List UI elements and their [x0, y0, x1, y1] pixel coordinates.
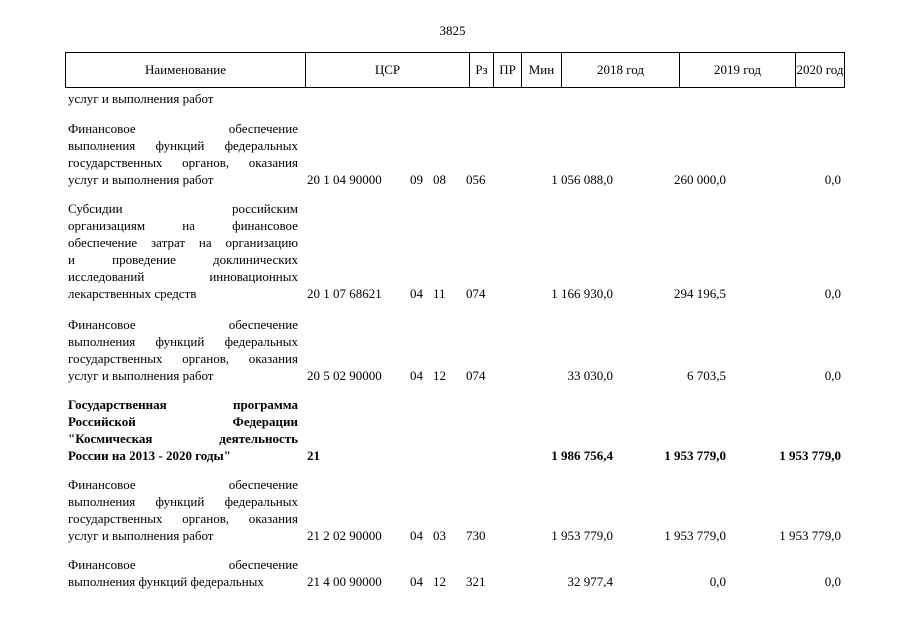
- column-header-min: Мин: [522, 53, 562, 87]
- column-header-name: Наименование: [66, 53, 306, 87]
- row-csr: 21 2 02 90000: [307, 528, 382, 543]
- row-name-line: исследований инновационных: [68, 269, 298, 284]
- row-name-line: выполнения функций федеральных: [68, 334, 298, 349]
- row-name-line: Финансовое обеспечение: [68, 317, 298, 332]
- row-pr: 08: [433, 172, 446, 187]
- row-min: 321: [466, 574, 486, 589]
- row-rz: 04: [410, 368, 423, 383]
- row-name-line: государственных органов, оказания: [68, 351, 298, 366]
- row-pr: 03: [433, 528, 446, 543]
- row-2019: 1 953 779,0: [664, 528, 726, 543]
- row-name-line: услуг и выполнения работ: [68, 528, 214, 543]
- row-name-line: и проведение доклинических: [68, 252, 298, 267]
- row-2018: 1 986 756,4: [551, 448, 613, 463]
- column-header-csr: ЦСР: [306, 53, 470, 87]
- row-name: [68, 556, 298, 590]
- row-name-line: лекарственных средств: [68, 286, 197, 301]
- row-rz: 04: [410, 574, 423, 589]
- row-2020: 0,0: [824, 286, 841, 301]
- row-2020: 0,0: [824, 368, 841, 383]
- row-name: [68, 316, 298, 384]
- row-csr: 21 4 00 90000: [307, 574, 382, 589]
- row-name-line: "Космическая деятельность: [68, 431, 298, 446]
- row-name-line: организациям на финансовое: [68, 218, 298, 233]
- row-2018: 1 953 779,0: [551, 528, 613, 543]
- row-pr: 12: [433, 574, 446, 589]
- row-rz: 04: [410, 528, 423, 543]
- table-header: [65, 52, 845, 88]
- row-name: [68, 200, 298, 302]
- row-name-line: Субсидии российским: [68, 201, 298, 216]
- row-name-line: России на 2013 - 2020 годы": [68, 448, 231, 463]
- column-header-2020: 2020 год: [796, 62, 844, 77]
- row-csr: 20 1 07 68621: [307, 286, 382, 301]
- row-2018: 32 977,4: [567, 574, 613, 589]
- row-name-line: государственных органов, оказания: [68, 155, 298, 170]
- row-name-line: выполнения функций федеральных: [68, 574, 264, 589]
- row-pr: 12: [433, 368, 446, 383]
- row-name-line: Финансовое обеспечение: [68, 121, 298, 136]
- row-csr: 20 5 02 90000: [307, 368, 382, 383]
- row-2019: 260 000,0: [674, 172, 726, 187]
- row-2020: 0,0: [824, 172, 841, 187]
- row-rz: 09: [410, 172, 423, 187]
- row-name-line: Государственная программа: [68, 397, 298, 412]
- row-csr: 20 1 04 90000: [307, 172, 382, 187]
- row-name-line: государственных органов, оказания: [68, 511, 298, 526]
- row-name: [68, 120, 298, 188]
- row-min: 056: [466, 172, 486, 187]
- row-name-line: обеспечение затрат на организацию: [68, 235, 298, 250]
- row-2020: 0,0: [824, 574, 841, 589]
- row-name-line: услуг и выполнения работ: [68, 172, 214, 187]
- row-rz: 04: [410, 286, 423, 301]
- row-2019: 1 953 779,0: [664, 448, 726, 463]
- row-pr: 11: [433, 286, 446, 301]
- row-min: 074: [466, 368, 486, 383]
- page-number: 3825: [439, 23, 466, 38]
- row-name: [68, 476, 298, 544]
- row-2018: 1 166 930,0: [551, 286, 613, 301]
- row-name-line: выполнения функций федеральных: [68, 138, 298, 153]
- column-header-rz: Рз: [470, 53, 494, 87]
- row-min: 074: [466, 286, 486, 301]
- row-2019: 0,0: [709, 574, 726, 589]
- row-name-line: Российской Федерации: [68, 414, 298, 429]
- column-header-2019: 2019 год: [680, 53, 796, 87]
- row-2018: 33 030,0: [567, 368, 613, 383]
- row-2019: 6 703,5: [687, 368, 726, 383]
- row-name-line: Финансовое обеспечение: [68, 557, 298, 572]
- row-2020: 1 953 779,0: [779, 528, 841, 543]
- row-name-line: услуг и выполнения работ: [68, 368, 214, 383]
- row-name: [68, 396, 298, 464]
- row-2018: 1 056 088,0: [551, 172, 613, 187]
- column-header-pr: ПР: [494, 53, 522, 87]
- row-csr: 21: [307, 448, 320, 463]
- row-2019: 294 196,5: [674, 286, 726, 301]
- row-name: [68, 90, 298, 107]
- column-header-2018: 2018 год: [562, 53, 680, 87]
- row-name-line: Финансовое обеспечение: [68, 477, 298, 492]
- row-name-line: услуг и выполнения работ: [68, 91, 214, 106]
- row-min: 730: [466, 528, 486, 543]
- row-name-line: выполнения функций федеральных: [68, 494, 298, 509]
- row-2020: 1 953 779,0: [779, 448, 841, 463]
